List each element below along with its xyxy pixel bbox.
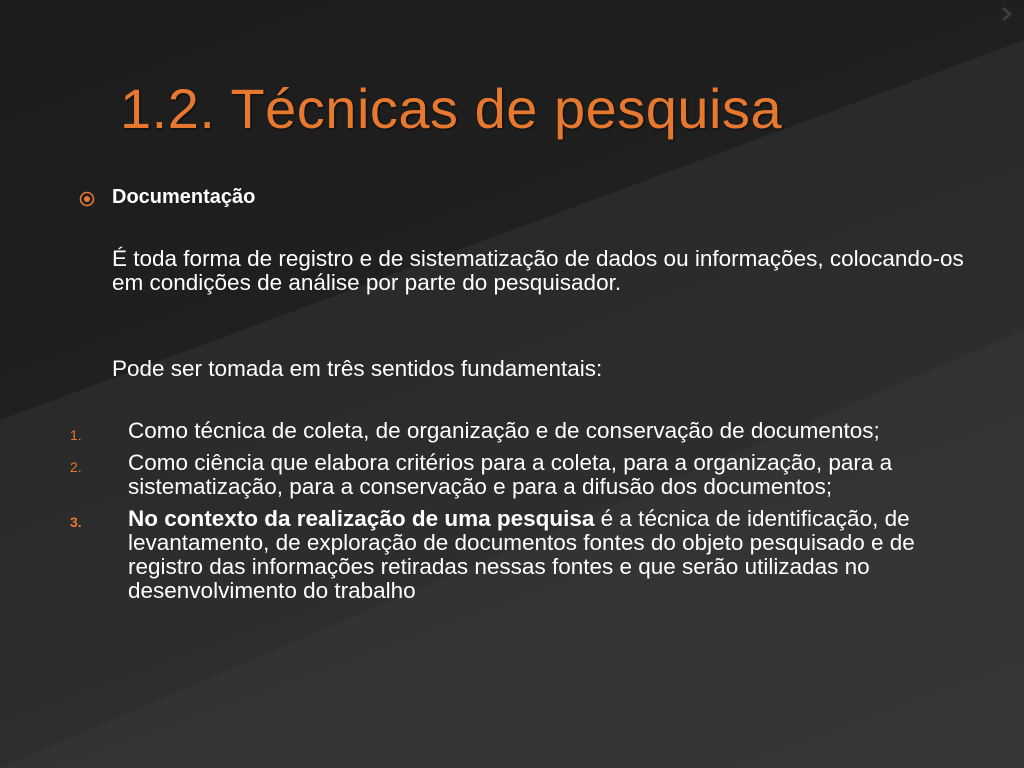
list-item-text: é a técnica de identificação, de levantamento, de exploração de documentos fontes do objeto pesquisado e de registro das informações retiradas nessas fontes e que serão utilizadas no desenvolvimento do trabalho: [128, 506, 915, 603]
intro-text: Pode ser tomada em três sentidos fundamentais:: [112, 356, 603, 381]
page-title: 1.2. Técnicas de pesquisa: [120, 77, 783, 140]
list-item-text: Como técnica de coleta, de organização e de conservação de documentos;: [128, 418, 880, 443]
list-number: 3.: [70, 514, 82, 530]
list-number: 1.: [70, 427, 82, 443]
chevron-right-icon[interactable]: [1000, 6, 1014, 22]
definition-text: É toda forma de registro e de sistematização de dados ou informações, colocando-os em condições de análise por parte do pesquisador.: [112, 246, 964, 295]
list-item: [70, 451, 990, 499]
list-item-bold-text: No contexto da realização de uma pesquisa: [128, 506, 595, 531]
list-item: [70, 507, 990, 603]
numbered-list: [70, 419, 990, 611]
circled-dot-icon: [79, 191, 95, 207]
list-number: 2.: [70, 459, 82, 475]
list-item-text: Como ciência que elabora critérios para a coleta, para a organização, para a sistematização, para a conservação e para a difusão dos documentos;: [128, 450, 893, 499]
section-heading: Documentação: [112, 186, 256, 208]
list-item: [70, 419, 990, 443]
